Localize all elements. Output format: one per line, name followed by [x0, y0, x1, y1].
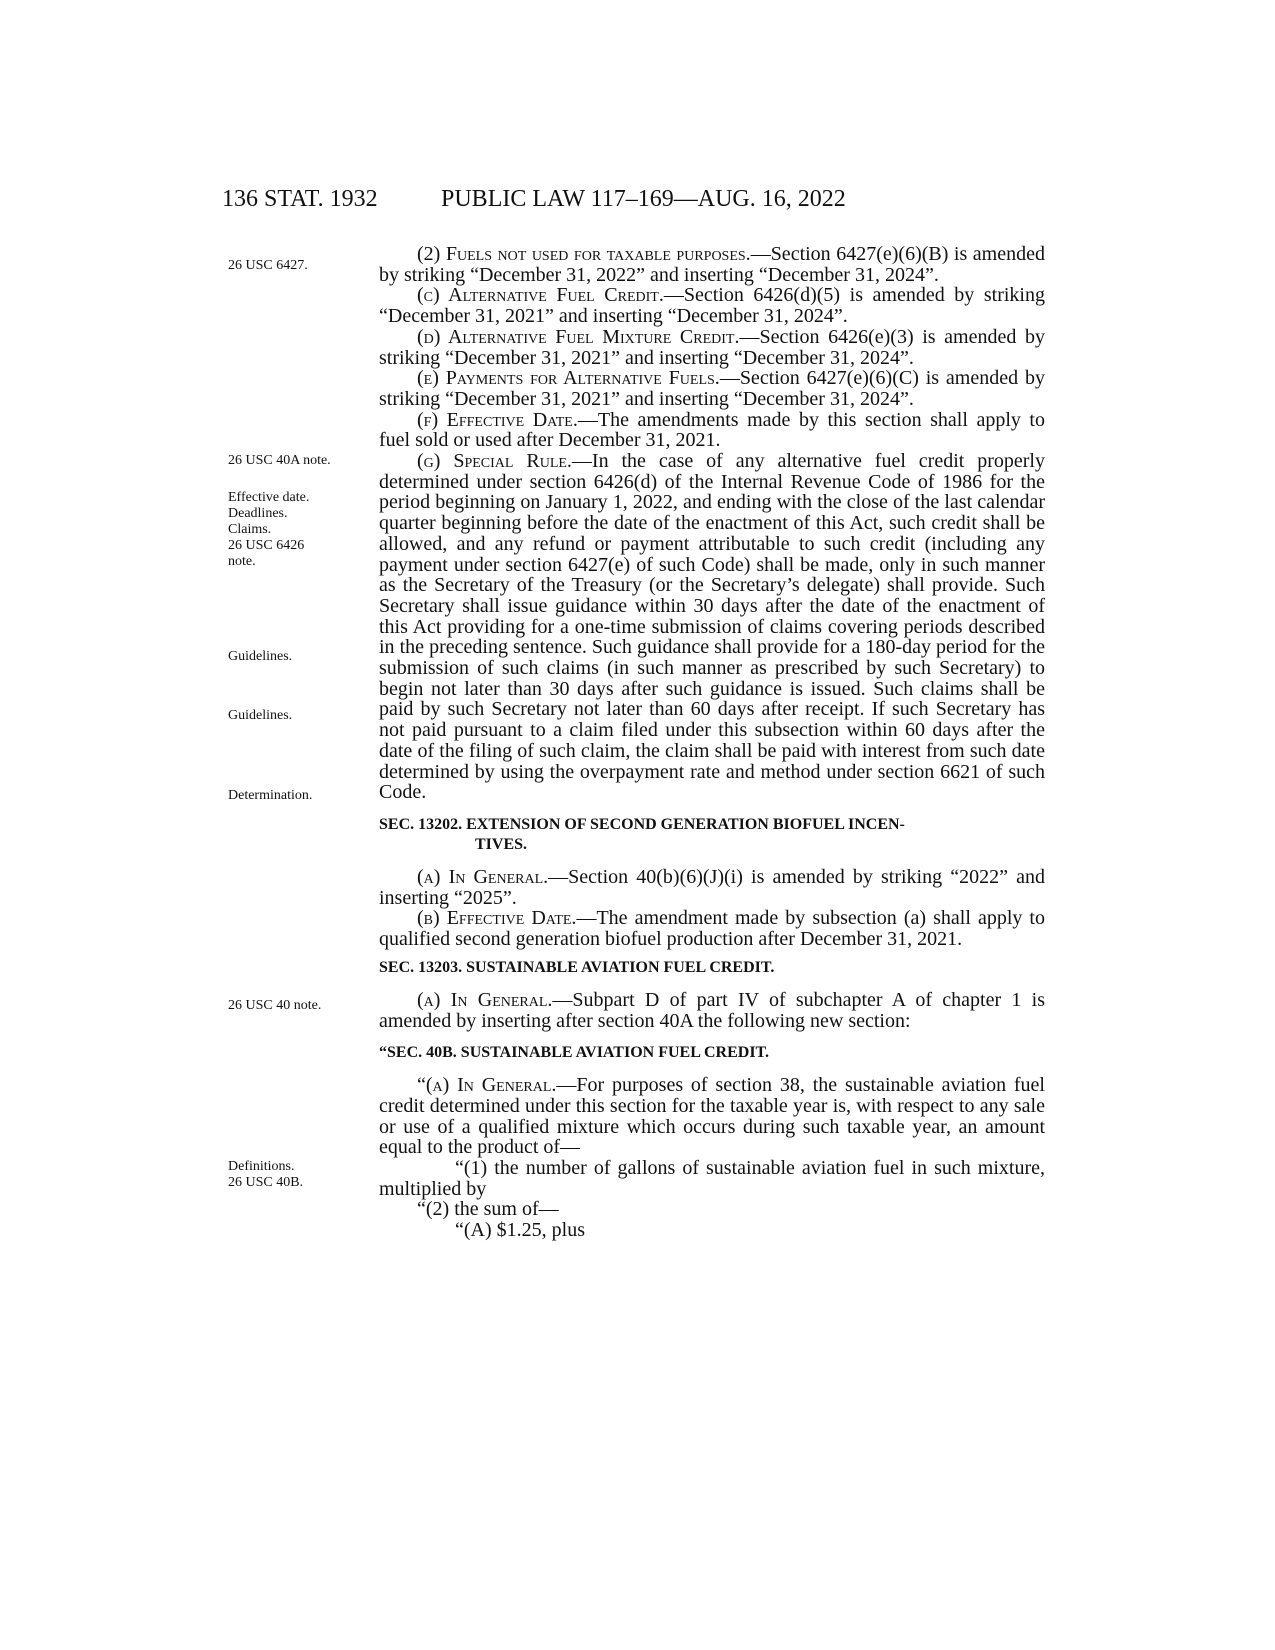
paragraph-40b-1: “(1) the number of gallons of sustainable aviation fuel in such mixture, multiplied by [379, 1157, 1045, 1200]
paragraph-e: (e) Payments for Alternative Fuels.—Section 6427(e)(6)(C) is amended by striking “December 31, 2021” and inserting “December 31, 2024”. [379, 367, 1045, 410]
section-heading-13203: SEC. 13203. SUSTAINABLE AVIATION FUEL CREDIT. [379, 958, 775, 976]
paragraph-b2: (2) Fuels not used for taxable purposes.—Section 6427(e)(6)(B) is amended by striking “December 31, 2022” and inserting “December 31, 2024”. [379, 243, 1045, 286]
margin-note: Definitions. [228, 1159, 295, 1174]
section-heading-40b: “SEC. 40B. SUSTAINABLE AVIATION FUEL CREDIT. [379, 1044, 770, 1062]
margin-note: 26 USC 40 note. [228, 998, 322, 1013]
statute-page-number: 136 STAT. 1932 [222, 186, 378, 212]
margin-note: Claims. [228, 522, 272, 537]
paragraph-40b-2: “(2) the sum of— [417, 1198, 559, 1221]
paragraph-d: (d) Alternative Fuel Mixture Credit.—Section 6426(e)(3) is amended by striking “December 31, 2021” and inserting “December 31, 2024”. [379, 325, 1045, 369]
section-heading-13202: SEC. 13202. EXTENSION OF SECOND GENERATION BIOFUEL INCEN- TIVES. [379, 815, 905, 853]
margin-note: Determination. [228, 788, 313, 803]
document-body [379, 244, 1045, 1241]
paragraph-13202-a: (a) In General.—Section 40(b)(6)(J)(i) is amended by striking “2022” and inserting “2025”. [379, 865, 1045, 909]
margin-note: 26 USC 40B. [228, 1175, 304, 1190]
margin-note: note. [228, 554, 256, 569]
paragraph-c: (c) Alternative Fuel Credit.—Section 6426(d)(5) is amended by striking “December 31, 2021” and inserting “December 31, 2024”. [379, 284, 1045, 328]
paragraph-40b-a: “(a) In General.—For purposes of section 38, the sustainable aviation fuel credit determined under this section for the taxable year is, with respect to any sale or use of a qualified mixture which occurs during such taxable year, an amount equal to the product of— [379, 1074, 1045, 1159]
margin-note: Guidelines. [228, 649, 293, 664]
margin-note: Deadlines. [228, 506, 288, 521]
paragraph-13202-b: (b) Effective Date.—The amendment made by subsection (a) shall apply to qualified second generation biofuel production after December 31, 2021. [379, 907, 1045, 951]
paragraph-13203-a: (a) In General.—Subpart D of part IV of subchapter A of chapter 1 is amended by inserting after section 40A the following new section: [379, 988, 1046, 1032]
paragraph-g: (g) Special Rule.—In the case of any alternative fuel credit properly determined under section 6426(d) of the Internal Revenue Code of 1986 for the period beginning on January 1, 2022, and ending with the close of the last calendar quarter beginning before the date of the enactment of this Act, such credit shall be allowed, and any refund or payment attributable to such credit (including any payment under section 6427(e) of such Code) shall be made, only in such manner as the Secretary of the Treasury (or the Secretary’s delegate) shall provide. Such Secretary shall issue guidance within 30 days after the date of the enactment of this Act providing for a one-time submission of claims covering periods described in the preceding sentence. Such guidance shall provide for a 180-day period for the submission of such claims (in such manner as prescribed by such Secretary) to begin not later than 30 days after such guidance is issued. Such claims shall be paid by such Secretary not later than 60 days after receipt. If such Secretary has not paid pursuant to a claim filed under this subsection within 60 days after the date of the filing of such claim, the claim shall be paid with interest from such date determined by using the overpayment rate and method under section 6621 of such Code. [379, 450, 1045, 804]
margin-note: 26 USC 6426 [228, 538, 305, 553]
public-law-title: PUBLIC LAW 117–169—AUG. 16, 2022 [441, 186, 846, 212]
margin-note: 26 USC 6427. [228, 258, 308, 273]
paragraph-f: (f) Effective Date.—The amendments made by this section shall apply to fuel sold or used after December 31, 2021. [379, 408, 1045, 452]
margin-note: Effective date. [228, 490, 310, 505]
margin-note: Guidelines. [228, 708, 293, 723]
paragraph-40b-A: “(A) $1.25, plus [455, 1219, 585, 1242]
margin-note: 26 USC 40A note. [228, 453, 331, 468]
